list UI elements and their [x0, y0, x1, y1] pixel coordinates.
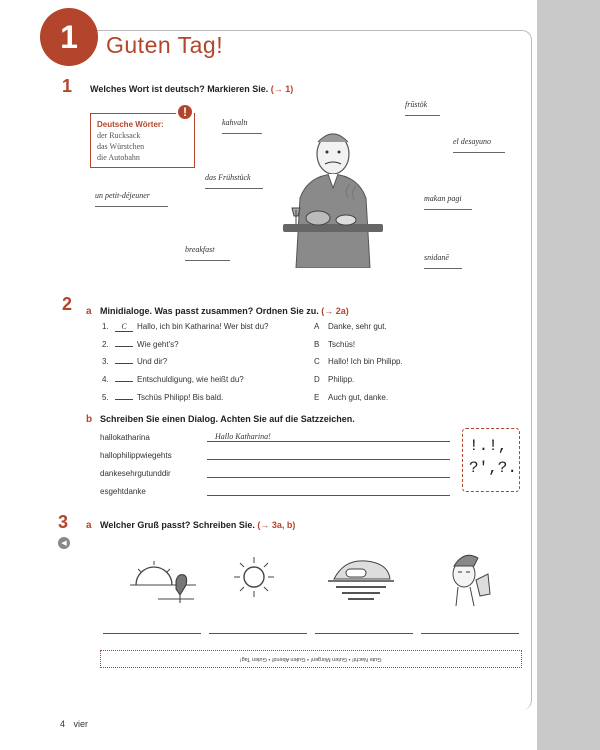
exercise-2a-letter: a — [86, 306, 92, 317]
audio-speaker-icon[interactable]: ◀ — [58, 537, 70, 549]
write-line[interactable] — [207, 468, 450, 478]
german-word: das Würstchen — [97, 142, 145, 151]
scrambled-words: hallophilippwiegehts — [100, 451, 172, 460]
punctuation-line: ?',?. — [469, 459, 518, 477]
waiter-illustration — [278, 128, 388, 268]
exercise-2a-ref: (→ 2a) — [321, 306, 349, 316]
dialogue-row: 4. Entschuldigung, wie heißt du? — [102, 375, 244, 384]
answer-blank[interactable] — [115, 363, 133, 364]
exercise-2b-instruction: Schreiben Sie einen Dialog. Achten Sie auf die Satzzeichen. — [100, 414, 355, 424]
word-bubble-fruhstuck[interactable]: das Frühstück — [205, 173, 263, 189]
exercise-1-instruction — [90, 84, 293, 94]
page-number-word: vier — [73, 719, 89, 729]
word-bubble-snidane[interactable]: snidanē — [424, 253, 462, 269]
warning-icon: ! — [176, 103, 194, 121]
write-line[interactable] — [207, 486, 450, 496]
answer-option: B Tschüs! — [314, 340, 356, 349]
german-words-box — [90, 113, 195, 168]
exercise-1-number: 1 — [62, 76, 73, 96]
answer-blank[interactable] — [115, 381, 133, 382]
exercise-3a-letter: a — [86, 520, 92, 531]
exercise-3a-ref: (→ 3a, b) — [257, 520, 296, 530]
write-line[interactable] — [207, 450, 450, 460]
greeting-answer-line[interactable] — [421, 633, 519, 634]
greeting-answer-line[interactable] — [103, 633, 201, 634]
word-bubble-makan-pagi[interactable]: makan pagi — [424, 194, 472, 210]
answer-option: D Philipp. — [314, 375, 355, 384]
page-margin-strip — [537, 0, 600, 750]
exercise-3a-instruction — [100, 520, 295, 530]
german-word: die Autobahn — [97, 153, 140, 162]
scrambled-words: dankesehrgutunddir — [100, 469, 171, 478]
dialogue-row: 1. C Hallo, ich bin Katharina! Wer bist du? — [102, 322, 269, 331]
answer-blank[interactable]: C — [115, 322, 133, 332]
chapter-title: Guten Tag! — [106, 32, 224, 58]
dialogue-row: 2. Wie geht's? — [102, 340, 179, 349]
answer-option: A Danke, sehr gut. — [314, 322, 387, 331]
exercise-2a-instruction — [100, 306, 349, 316]
exercise-3a-instruction-text: Welcher Gruß passt? Schreiben Sie. — [100, 520, 255, 530]
sunset-icon — [326, 553, 396, 608]
dialogue-row: 5. Tschüs Philipp! Bis bald. — [102, 393, 224, 402]
sunrise-rooster-icon — [128, 555, 198, 610]
german-word: der Rucksack — [97, 131, 141, 140]
punctuation-box — [462, 428, 520, 492]
answer-blank[interactable] — [115, 346, 133, 347]
exercise-1-ref: (→ 1) — [270, 84, 294, 94]
solution-box — [100, 650, 522, 668]
dialogue-row: 3. Und dir? — [102, 357, 168, 366]
greeting-answer-line[interactable] — [209, 633, 307, 634]
scrambled-words: esgehtdanke — [100, 487, 146, 496]
punctuation-line: !.!, — [469, 437, 508, 455]
word-bubble-desayuno[interactable]: el desayuno — [453, 137, 505, 153]
solution-text: Gute Nacht! • Guten Morgen! • Guten Abend! • Guten Tag! — [240, 656, 382, 662]
exercise-1-instruction-text: Welches Wort ist deutsch? Markieren Sie. — [90, 84, 269, 94]
answer-option: E Auch gut, danke. — [314, 393, 389, 402]
sun-icon — [232, 555, 277, 600]
answer-option: C Hallo! Ich bin Philipp. — [314, 357, 403, 366]
scrambled-words: hallokatharina — [100, 433, 150, 442]
answer-blank[interactable] — [115, 399, 133, 400]
exercise-2a-instruction-text: Minidialoge. Was passt zusammen? Ordnen Sie zu. — [100, 306, 319, 316]
exercise-2-number: 2 — [62, 294, 73, 314]
chapter-number-badge: 1 — [40, 8, 98, 66]
word-bubble-frustok[interactable]: frūstök — [405, 100, 440, 116]
greeting-answer-line[interactable] — [315, 633, 413, 634]
exercise-2b-letter: b — [86, 414, 93, 425]
sleepy-person-icon — [444, 550, 494, 610]
write-line[interactable]: Hallo Katharina! — [207, 432, 450, 442]
word-bubble-petit-dejeuner[interactable]: un petit-déjeuner — [95, 191, 168, 207]
page-number-digit: 4 — [60, 719, 66, 729]
word-bubble-kahvalti[interactable]: kahvaltı — [222, 118, 262, 134]
word-bubble-breakfast[interactable]: breakfast — [185, 245, 230, 261]
page-number — [60, 719, 88, 729]
exercise-3-number: 3 — [58, 512, 69, 532]
german-words-title: Deutsche Wörter: — [97, 120, 164, 129]
